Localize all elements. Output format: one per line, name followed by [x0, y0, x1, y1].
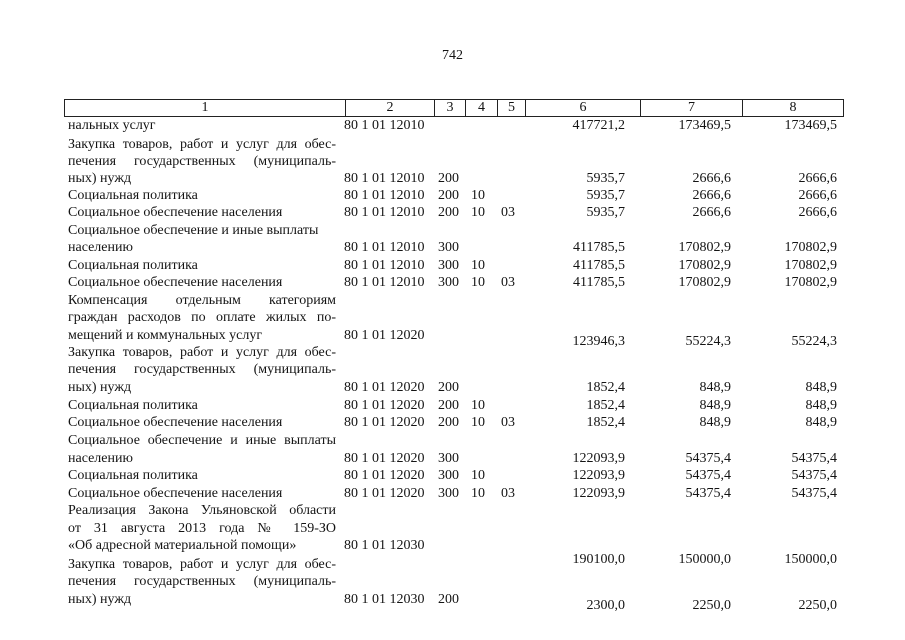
table-row [0, 344, 905, 361]
cell-v7: 54375,4 [685, 486, 731, 501]
cell-code: 80 1 01 12020 [344, 415, 425, 430]
cell-c4: 10 [471, 188, 485, 203]
cell-v7: 848,9 [699, 415, 731, 430]
table-row [0, 187, 905, 204]
cell-code: 80 1 01 12010 [344, 258, 425, 273]
cell-code: 80 1 01 12020 [344, 398, 425, 413]
cell-name: Социальное обеспечение и иные выплаты [68, 433, 336, 448]
table-row [0, 414, 905, 431]
cell-code: 80 1 01 12030 [344, 538, 425, 553]
cell-v8: 2666,6 [798, 205, 837, 220]
cell-v8: 170802,9 [784, 275, 837, 290]
cell-code: 80 1 01 12020 [344, 468, 425, 483]
cell-v6: 1852,4 [586, 415, 625, 430]
header-col-3: 3 [446, 100, 454, 115]
cell-v6: 5935,7 [586, 188, 625, 203]
cell-v6: 1852,4 [586, 398, 625, 413]
cell-c5: 03 [501, 275, 515, 290]
cell-c3: 200 [438, 171, 459, 186]
table-row [0, 361, 905, 378]
table-row [0, 309, 905, 326]
table-row [0, 397, 905, 414]
cell-v7: 54375,4 [685, 468, 731, 483]
cell-v7: 2666,6 [692, 188, 731, 203]
cell-name: населению [68, 451, 133, 466]
cell-v8: 848,9 [805, 398, 837, 413]
cell-name: населению [68, 240, 133, 255]
cell-code: 80 1 01 12010 [344, 171, 425, 186]
cell-v6: 1852,4 [586, 380, 625, 395]
cell-code: 80 1 01 12010 [344, 188, 425, 203]
table-row [0, 222, 905, 239]
cell-v8: 54375,4 [791, 468, 837, 483]
cell-name: «Об адресной материальной помощи» [68, 538, 297, 553]
cell-code: 80 1 01 12020 [344, 486, 425, 501]
cell-c4: 10 [471, 258, 485, 273]
cell-v8: 2666,6 [798, 188, 837, 203]
cell-v6: 2300,0 [586, 598, 625, 613]
table-row [0, 556, 905, 573]
cell-name: Социальное обеспечение населения [68, 205, 283, 220]
table-row [0, 520, 905, 537]
cell-v7: 848,9 [699, 398, 731, 413]
cell-c3: 200 [438, 592, 459, 607]
cell-v6: 190100,0 [572, 552, 625, 567]
table-row [0, 485, 905, 502]
header-col-2: 2 [386, 100, 394, 115]
cell-v8: 150000,0 [784, 552, 837, 567]
cell-c3: 300 [438, 468, 459, 483]
header-col-4: 4 [478, 100, 485, 115]
cell-c4: 10 [471, 415, 485, 430]
cell-c3: 300 [438, 258, 459, 273]
cell-c3: 200 [438, 415, 459, 430]
table-header [64, 99, 844, 117]
table-row [0, 467, 905, 484]
table-row [0, 204, 905, 221]
cell-c3: 300 [438, 451, 459, 466]
cell-v6: 417721,2 [572, 118, 625, 133]
cell-v7: 170802,9 [678, 240, 731, 255]
cell-code: 80 1 01 12020 [344, 451, 425, 466]
cell-v8: 55224,3 [791, 334, 837, 349]
cell-name: печения государственных (муниципаль- [68, 154, 336, 169]
cell-name: Социальная политика [68, 258, 198, 273]
cell-v6: 123946,3 [572, 334, 625, 349]
cell-name: от 31 августа 2013 года № 159-ЗО [68, 521, 336, 536]
cell-name: Социальное обеспечение населения [68, 415, 283, 430]
cell-v8: 848,9 [805, 415, 837, 430]
table-row [0, 257, 905, 274]
cell-code: 80 1 01 12010 [344, 275, 425, 290]
cell-code: 80 1 01 12010 [344, 118, 425, 133]
cell-v6: 5935,7 [586, 171, 625, 186]
cell-name: ных) нужд [68, 380, 132, 395]
cell-name: нальных услуг [68, 118, 156, 133]
cell-v6: 122093,9 [572, 468, 625, 483]
cell-code: 80 1 01 12010 [344, 205, 425, 220]
cell-c3: 300 [438, 486, 459, 501]
cell-name: Социальная политика [68, 398, 198, 413]
cell-name: печения государственных (муниципаль- [68, 574, 336, 589]
cell-c4: 10 [471, 468, 485, 483]
cell-v7: 2666,6 [692, 205, 731, 220]
cell-v8: 54375,4 [791, 451, 837, 466]
header-col-6: 6 [579, 100, 587, 115]
cell-code: 80 1 01 12010 [344, 240, 425, 255]
cell-v8: 173469,5 [784, 118, 837, 133]
cell-c3: 300 [438, 275, 459, 290]
cell-name: Социальное обеспечение населения [68, 275, 283, 290]
table-row [0, 170, 905, 187]
cell-v8: 2666,6 [798, 171, 837, 186]
header-col-7: 7 [688, 100, 695, 115]
table-row [0, 450, 905, 467]
cell-v7: 55224,3 [685, 334, 731, 349]
cell-c4: 10 [471, 205, 485, 220]
cell-v6: 5935,7 [586, 205, 625, 220]
table-row [0, 274, 905, 291]
table-row [0, 502, 905, 519]
cell-code: 80 1 01 12020 [344, 380, 425, 395]
cell-v6: 411785,5 [573, 240, 625, 255]
cell-c5: 03 [501, 205, 515, 220]
cell-v6: 411785,5 [573, 258, 625, 273]
cell-name: мещений и коммунальных услуг [68, 328, 263, 343]
cell-c4: 10 [471, 275, 485, 290]
cell-c5: 03 [501, 415, 515, 430]
table-row [0, 591, 905, 613]
cell-c4: 10 [471, 398, 485, 413]
cell-v8: 54375,4 [791, 486, 837, 501]
table-row [0, 327, 905, 349]
cell-name: Социальная политика [68, 468, 198, 483]
cell-name: ных) нужд [68, 592, 132, 607]
cell-v6: 411785,5 [573, 275, 625, 290]
cell-v7: 54375,4 [685, 451, 731, 466]
cell-v7: 170802,9 [678, 275, 731, 290]
cell-name: Закупка товаров, работ и услуг для обес- [68, 345, 336, 360]
cell-v7: 2666,6 [692, 171, 731, 186]
cell-v8: 170802,9 [784, 240, 837, 255]
cell-name: печения государственных (муниципаль- [68, 362, 336, 377]
cell-name: Социальное обеспечение населения [68, 486, 283, 501]
table-row [0, 379, 905, 396]
cell-code: 80 1 01 12030 [344, 592, 425, 607]
cell-name: ных) нужд [68, 171, 132, 186]
cell-c3: 300 [438, 240, 459, 255]
table-row [0, 136, 905, 153]
table-row [0, 117, 905, 134]
table-row [0, 292, 905, 309]
cell-v8: 2250,0 [798, 598, 837, 613]
cell-name: Компенсация отдельным категориям [68, 293, 336, 308]
cell-name: граждан расходов по оплате жилых по- [68, 310, 336, 325]
cell-name: Социальное обеспечение и иные выплаты [68, 223, 319, 238]
cell-v6: 122093,9 [572, 451, 625, 466]
cell-code: 80 1 01 12020 [344, 328, 425, 343]
cell-v7: 170802,9 [678, 258, 731, 273]
cell-v7: 848,9 [699, 380, 731, 395]
cell-v8: 170802,9 [784, 258, 837, 273]
cell-name: Социальная политика [68, 188, 198, 203]
cell-c3: 200 [438, 398, 459, 413]
header-col-5: 5 [508, 100, 515, 115]
header-col-8: 8 [789, 100, 797, 115]
cell-v8: 848,9 [805, 380, 837, 395]
cell-c3: 200 [438, 188, 459, 203]
cell-v7: 173469,5 [678, 118, 731, 133]
table-row [0, 153, 905, 170]
cell-name: Реализация Закона Ульяновской области [68, 503, 336, 518]
page-number: 742 [442, 48, 463, 63]
table-row [0, 239, 905, 256]
cell-c4: 10 [471, 486, 485, 501]
cell-v6: 122093,9 [572, 486, 625, 501]
cell-c3: 200 [438, 380, 459, 395]
cell-c5: 03 [501, 486, 515, 501]
cell-v7: 150000,0 [678, 552, 731, 567]
cell-v7: 2250,0 [692, 598, 731, 613]
cell-c3: 200 [438, 205, 459, 220]
cell-name: Закупка товаров, работ и услуг для обес- [68, 137, 336, 152]
table-row [0, 573, 905, 590]
table-row [0, 432, 905, 449]
header-col-1: 1 [201, 100, 209, 115]
cell-name: Закупка товаров, работ и услуг для обес- [68, 557, 336, 572]
